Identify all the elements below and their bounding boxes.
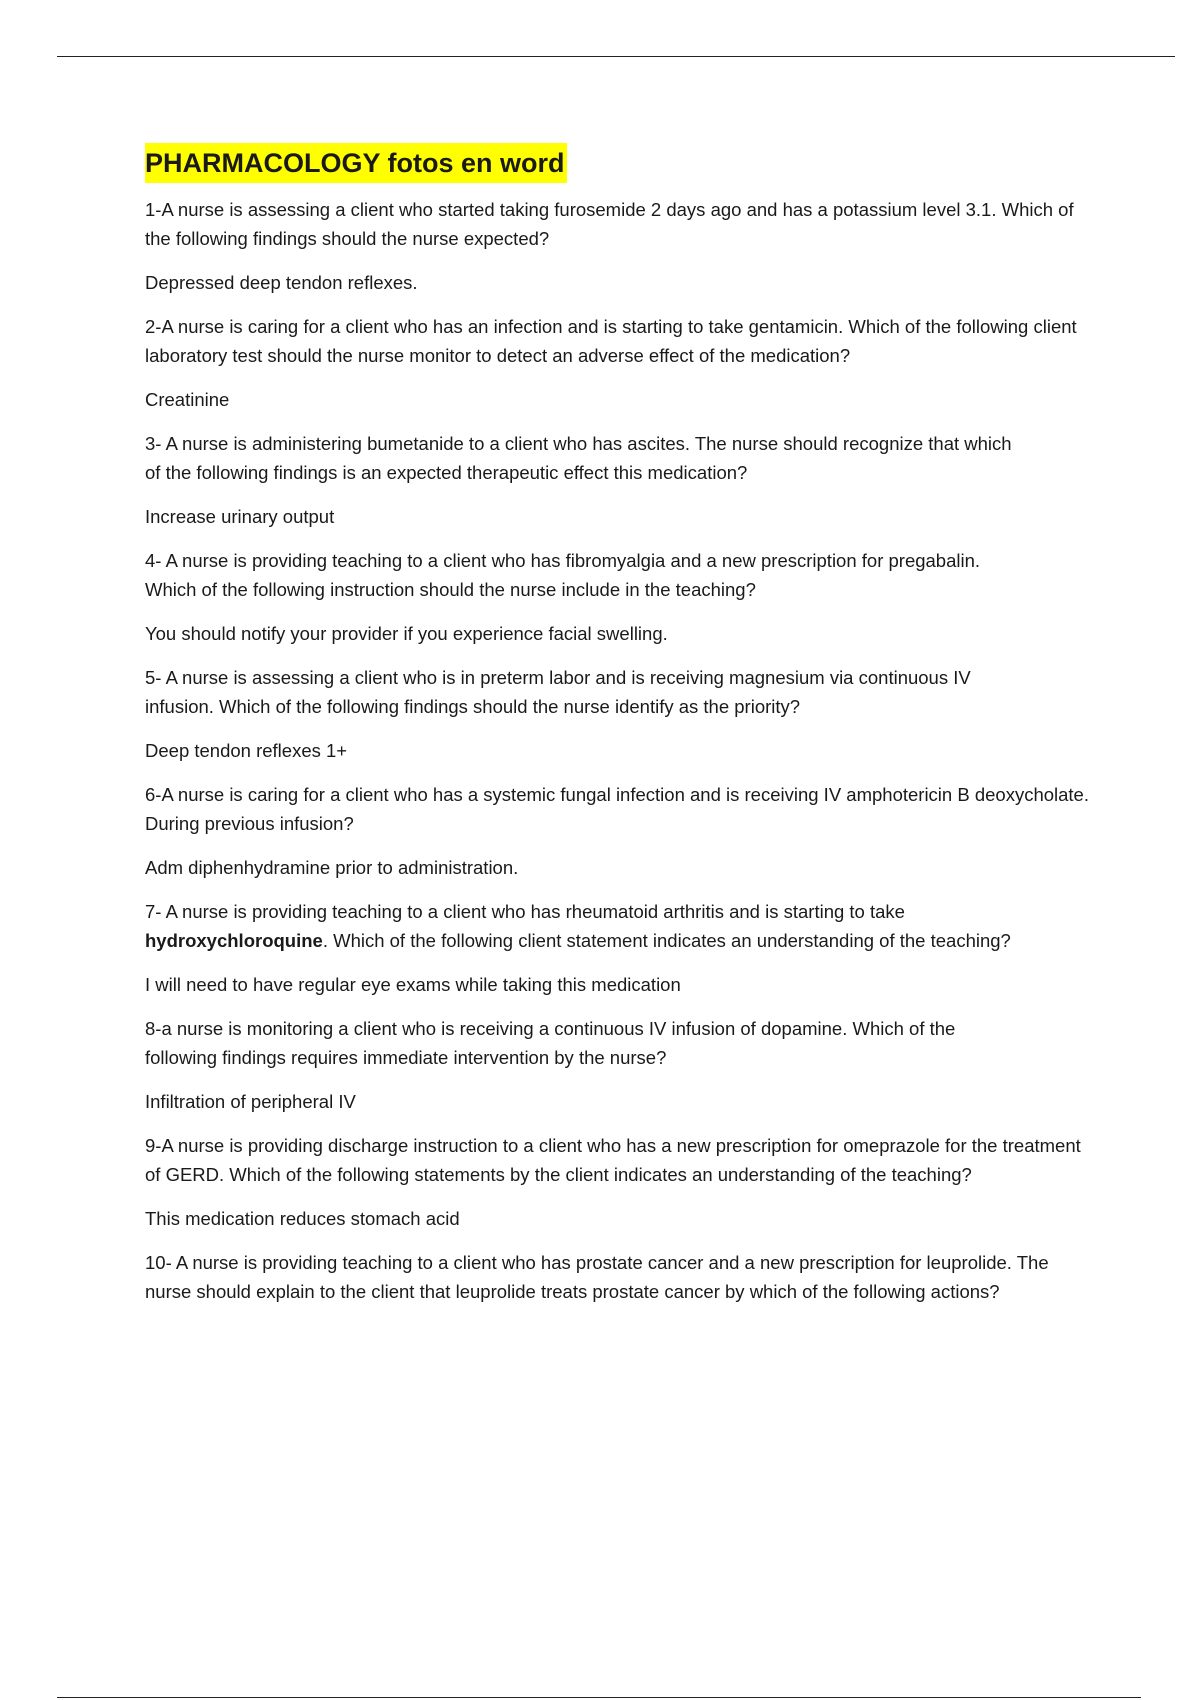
answer-3: Increase urinary output (145, 506, 335, 527)
question-7-text-start: 7- A nurse is providing teaching to a client who has rheumatoid arthritis and is starting to take (145, 901, 905, 922)
document-title: PHARMACOLOGY fotos en word (145, 143, 567, 183)
answer-6: Adm diphenhydramine prior to administration. (145, 857, 519, 878)
answer-9: This medication reduces stomach acid (145, 1208, 460, 1229)
answer-7: I will need to have regular eye exams while taking this medication (145, 974, 681, 995)
question-1: 1-A nurse is assessing a client who started taking furosemide 2 days ago and has a potassium level 3.1. Which of the following findings should the nurse expected? (145, 199, 1074, 249)
document-body (145, 143, 1105, 1321)
answer-4: You should notify your provider if you experience facial swelling. (145, 623, 668, 644)
question-5: 5- A nurse is assessing a client who is in preterm labor and is receiving magnesium via continuous IV infusion. Which of the following findings should the nurse identify as the priority? (145, 667, 971, 717)
answer-8: Infiltration of peripheral IV (145, 1091, 356, 1112)
answer-2: Creatinine (145, 389, 230, 410)
question-3: 3- A nurse is administering bumetanide to a client who has ascites. The nurse should recognize that which of the following findings is an expected therapeutic effect this medication? (145, 433, 1012, 483)
bottom-rule (57, 1697, 1141, 1698)
question-6: 6-A nurse is caring for a client who has a systemic fungal infection and is receiving IV amphotericin B deoxycholate. During previous infusion? (145, 784, 1089, 834)
question-8: 8-a nurse is monitoring a client who is receiving a continuous IV infusion of dopamine. Which of the following findings requires immediate intervention by the nurse? (145, 1018, 956, 1068)
question-7-text-end: . Which of the following client statement indicates an understanding of the teaching? (322, 930, 1011, 951)
question-4: 4- A nurse is providing teaching to a client who has fibromyalgia and a new prescription for pregabalin. Which of the following instruction should the nurse include in the teaching? (145, 550, 981, 600)
answer-5: Deep tendon reflexes 1+ (145, 740, 348, 761)
top-rule (57, 56, 1175, 57)
question-9: 9-A nurse is providing discharge instruction to a client who has a new prescription for omeprazole for the treatment of GERD. Which of the following statements by the client indicates an understanding of the teaching? (145, 1135, 1081, 1185)
answer-1: Depressed deep tendon reflexes. (145, 272, 418, 293)
question-10: 10- A nurse is providing teaching to a client who has prostate cancer and a new prescription for leuprolide. The nurse should explain to the client that leuprolide treats prostate cancer by which of the following actions? (145, 1252, 1049, 1302)
question-2: 2-A nurse is caring for a client who has an infection and is starting to take gentamicin. Which of the following client laboratory test should the nurse monitor to detect an adverse effect of the medication? (145, 316, 1077, 366)
question-7 (145, 897, 1025, 955)
question-7-drug-name: hydroxychloroquine (145, 930, 323, 951)
